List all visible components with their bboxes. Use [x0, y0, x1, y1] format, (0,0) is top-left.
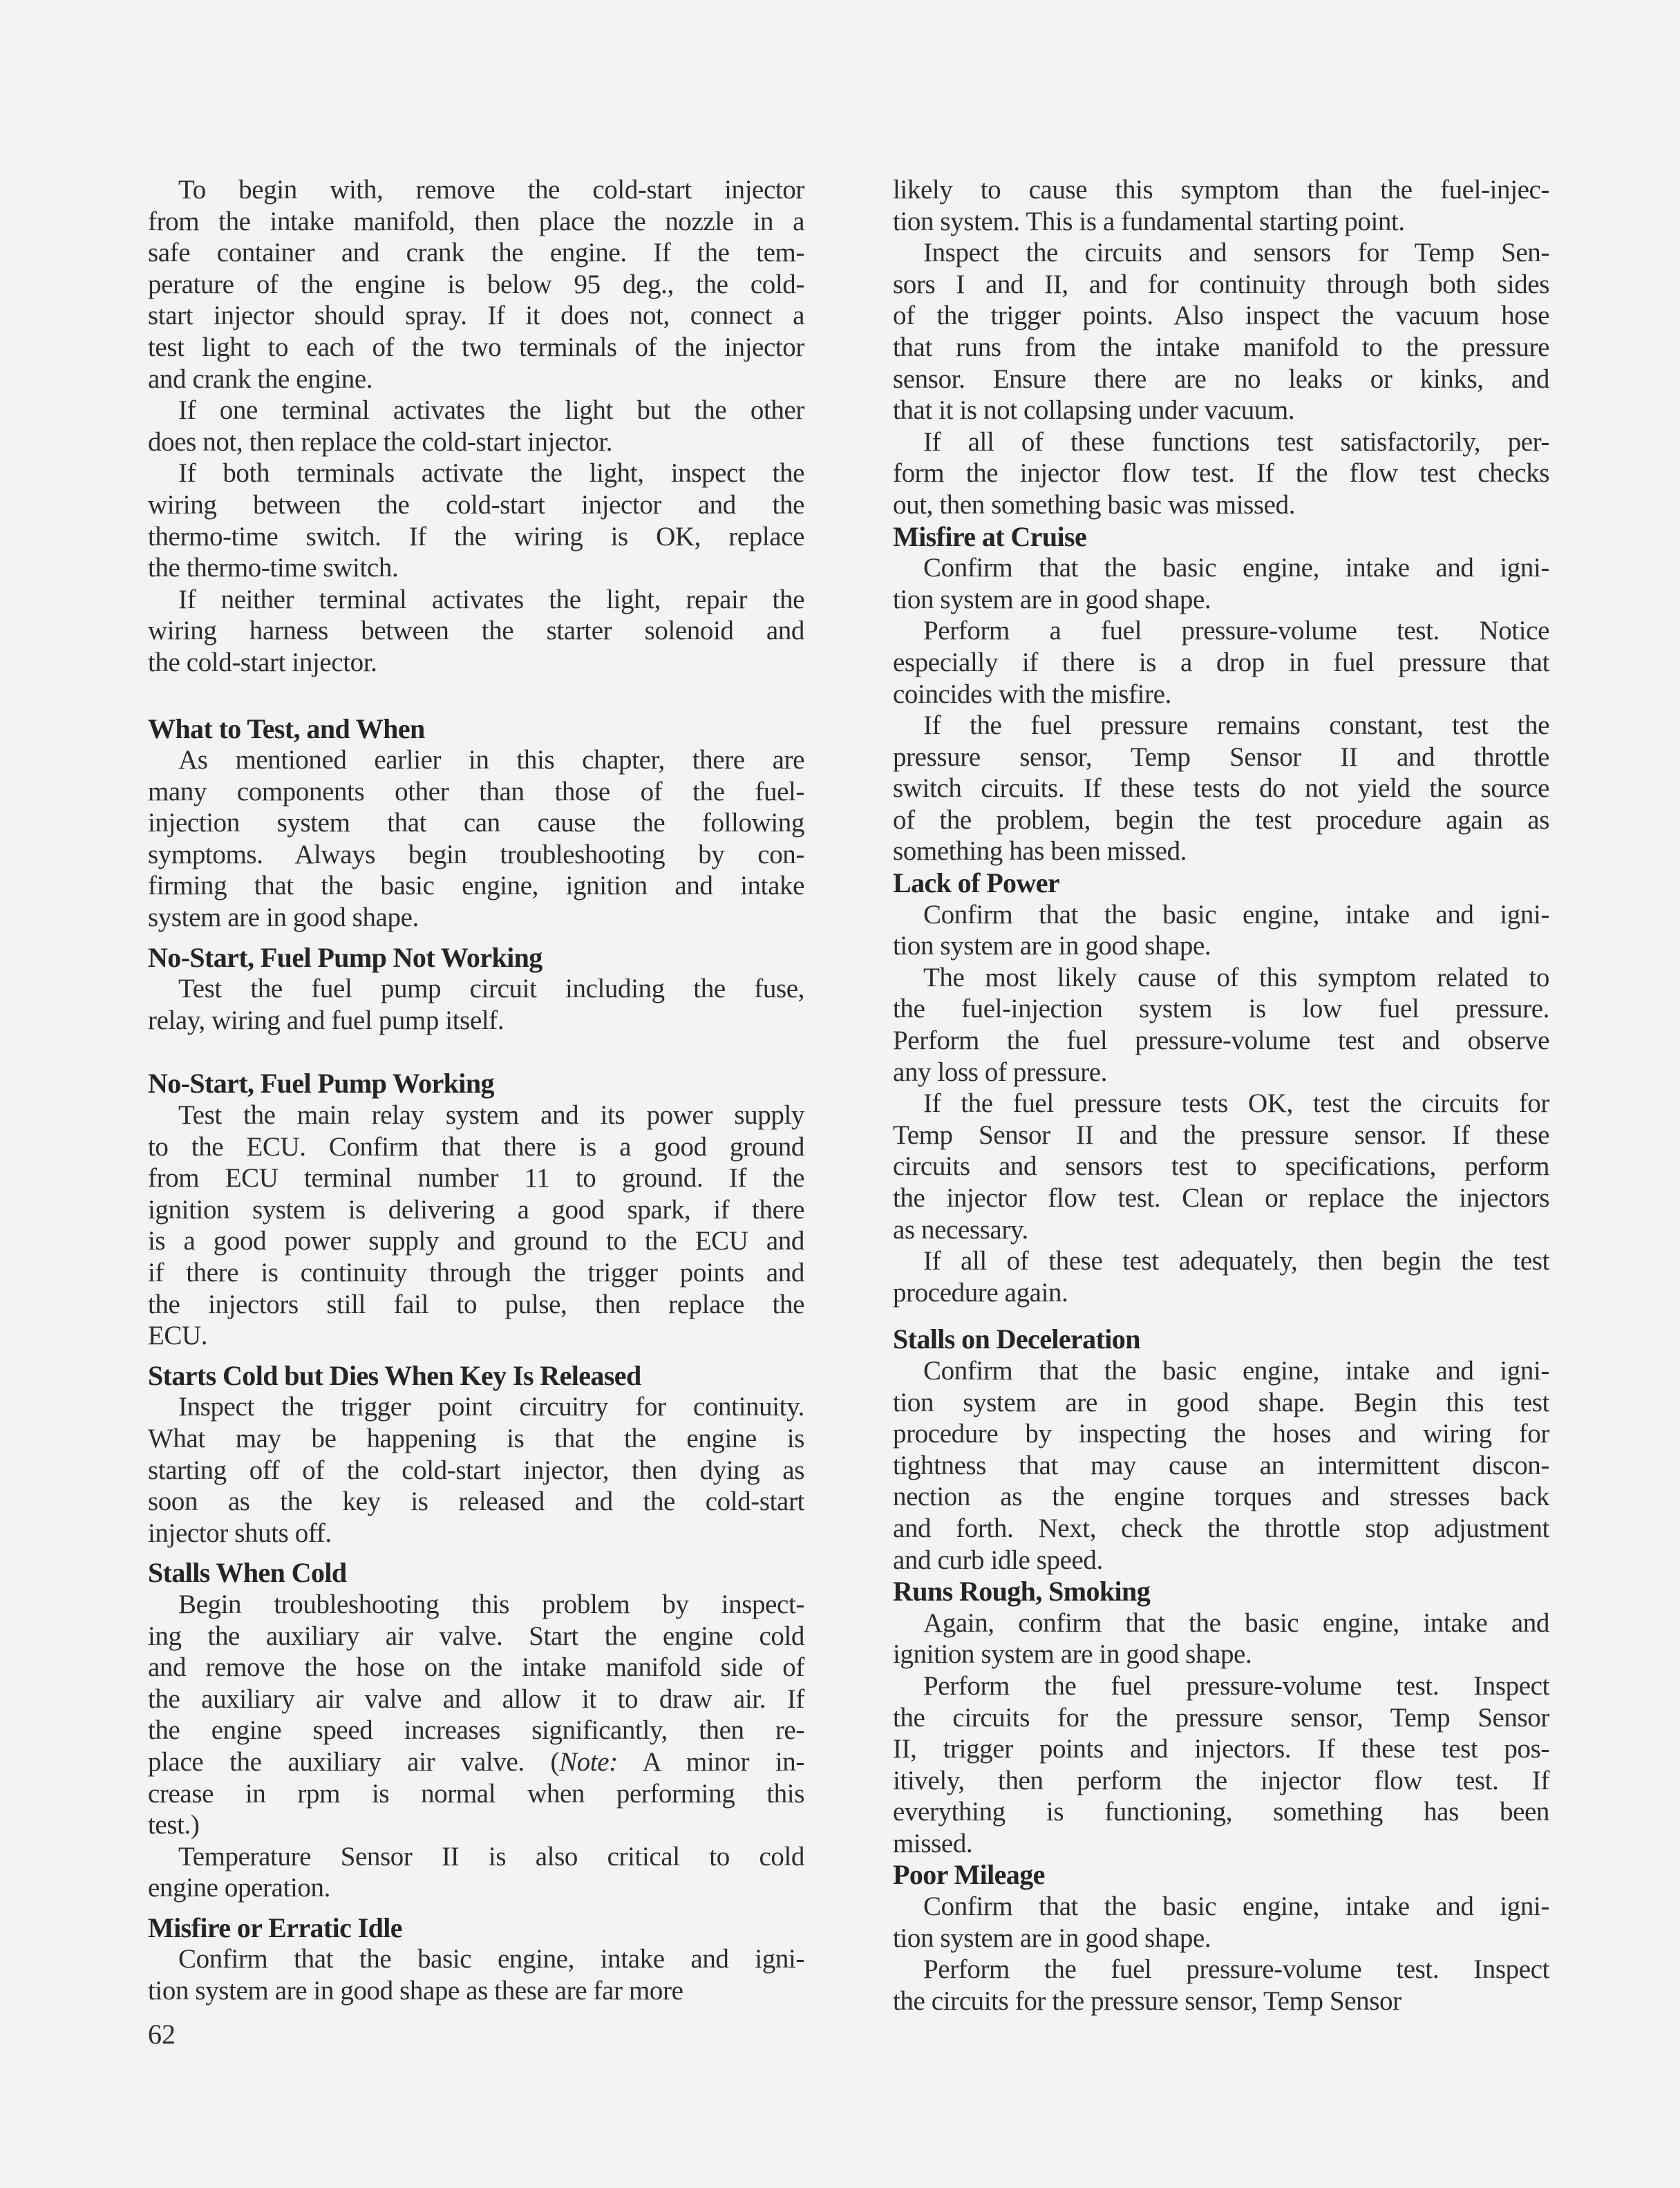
text-line: Confirm that the basic engine, intake and igni- — [923, 553, 1549, 583]
text-line: As mentioned earlier in this chapter, there are — [178, 745, 804, 775]
text-line: Confirm that the basic engine, intake and igni- — [923, 899, 1549, 930]
text-line: Perform the fuel pressure-volume test and observe — [893, 1026, 1549, 1056]
paragraph — [148, 458, 804, 583]
section-heading: Misfire or Erratic Idle — [148, 1912, 402, 1943]
text-line: relay, wiring and fuel pump itself. — [148, 1005, 504, 1035]
text-line: as necessary. — [893, 1214, 1028, 1245]
paragraph — [893, 710, 1549, 867]
text-line: if there is continuity through the trigger points and — [148, 1258, 804, 1288]
paragraph — [148, 1391, 804, 1549]
text-line: What may be happening is that the engine is — [148, 1423, 804, 1453]
paragraph — [893, 426, 1549, 521]
text-line: test light to each of the two terminals of the injector — [148, 332, 804, 362]
text-line: tion system are in good shape. — [893, 584, 1211, 614]
text-line: engine operation. — [148, 1873, 330, 1903]
paragraph — [893, 962, 1549, 1088]
section-starts-cold-but-dies-when-key-is-released — [148, 1360, 804, 1549]
paragraph — [893, 1607, 1549, 1670]
text-line: Test the main relay system and its power supply — [178, 1100, 804, 1131]
text-line: pressure sensor, Temp Sensor II and throttle — [893, 742, 1549, 772]
text-line: If both terminals activate the light, inspect the — [178, 458, 804, 489]
text-line: likely to cause this symptom than the fuel-injec- — [893, 175, 1549, 205]
text-line: and forth. Next, check the throttle stop adjustment — [893, 1513, 1549, 1543]
right-column — [893, 174, 1549, 2017]
paragraph — [893, 237, 1549, 426]
paragraph — [148, 174, 804, 395]
text-line: Inspect the trigger point circuitry for continuity. — [178, 1392, 804, 1422]
left-column — [148, 174, 804, 2007]
text-line: perature of the engine is below 95 deg., the cold- — [148, 269, 804, 299]
text-line: the circuits for the pressure sensor, Temp Sensor — [893, 1986, 1401, 2016]
paragraph — [893, 1245, 1549, 1308]
text-line: Again, confirm that the basic engine, intake and — [923, 1607, 1549, 1638]
text-line: Perform the fuel pressure-volume test. Inspect — [923, 1670, 1549, 1701]
section-lack-of-power — [893, 867, 1549, 1308]
text-line: to the ECU. Confirm that there is a good ground — [148, 1131, 804, 1162]
text-line: Begin troubleshooting this problem by inspect- — [178, 1589, 804, 1619]
text-line: the thermo-time switch. — [148, 553, 399, 583]
text-line: out, then something basic was missed. — [893, 489, 1296, 520]
text-line: circuits and sensors test to specifications, perform — [893, 1151, 1549, 1182]
text-line: the cold-start injector. — [148, 647, 377, 677]
section-heading: Poor Mileage — [893, 1859, 1045, 1891]
text-line: To begin with, remove the cold-start injector — [178, 175, 804, 205]
text-line: the circuits for the pressure sensor, Temp Sensor — [893, 1702, 1549, 1733]
text-line: the injectors still fail to pulse, then replace the — [148, 1289, 804, 1319]
text-line: the fuel-injection system is low fuel pressure. — [893, 994, 1549, 1024]
section-heading: What to Test, and When — [148, 713, 425, 744]
text-line: tion system are in good shape as these are far more — [148, 1976, 683, 2006]
text-line: The most likely cause of this symptom related to — [923, 962, 1549, 992]
text-line: injection system that can cause the following — [148, 808, 804, 838]
text-line: the auxiliary air valve and allow it to draw air. If — [148, 1684, 804, 1714]
text-line: safe container and crank the engine. If the tem- — [148, 238, 804, 268]
text-line: tion system are in good shape. Begin this test — [893, 1387, 1549, 1417]
text-line: missed. — [893, 1828, 973, 1858]
text-line: nection as the engine torques and stresses back — [893, 1482, 1549, 1512]
section-heading: Runs Rough, Smoking — [893, 1576, 1151, 1607]
text-line: If the fuel pressure tests OK, test the circuits for — [923, 1088, 1549, 1119]
text-line: Temperature Sensor II is also critical to cold — [178, 1841, 804, 1871]
paragraph — [148, 1943, 804, 2006]
text-line: many components other than those of the fuel- — [148, 776, 804, 807]
section-stalls-when-cold — [148, 1557, 804, 1904]
text-line: everything is functioning, something has been — [893, 1797, 1549, 1827]
text-line: form the injector flow test. If the flow test checks — [893, 458, 1549, 489]
text-line: soon as the key is released and the cold-start — [148, 1487, 804, 1517]
text-line: If all of these test adequately, then begin the test — [923, 1246, 1549, 1276]
section-what-to-test-and-when — [148, 713, 804, 934]
paragraph — [893, 174, 1549, 237]
paragraph — [148, 395, 804, 458]
text-line: Confirm that the basic engine, intake and igni- — [923, 1892, 1549, 1922]
text-line: Test the fuel pump circuit including the fuse, — [178, 974, 804, 1004]
section-runs-rough-smoking — [893, 1576, 1549, 1859]
paragraph — [893, 552, 1549, 615]
section-misfire-or-erratic-idle — [148, 1912, 804, 2007]
text-line: from ECU terminal number 11 to ground. If the — [148, 1163, 804, 1194]
text-line: Inspect the circuits and sensors for Temp Sen- — [923, 238, 1549, 268]
text-line: symptoms. Always begin troubleshooting by con- — [148, 839, 804, 869]
text-line: and remove the hose on the intake manifold side of — [148, 1652, 804, 1683]
text-line: Confirm that the basic engine, intake and igni- — [923, 1355, 1549, 1386]
text-line: does not, then replace the cold-start injector. — [148, 426, 613, 457]
text-line: sors I and II, and for continuity through both sides — [893, 269, 1549, 299]
section-heading: Stalls on Deceleration — [893, 1323, 1140, 1355]
text-line: procedure by inspecting the hoses and wiring for — [893, 1419, 1549, 1449]
text-line: If one terminal activates the light but the other — [178, 395, 804, 426]
text-line: especially if there is a drop in fuel pressure that — [893, 647, 1549, 677]
paragraph — [893, 1670, 1549, 1860]
paragraph — [893, 615, 1549, 710]
paragraph — [893, 1891, 1549, 1954]
text-line: wiring between the cold-start injector and the — [148, 489, 804, 520]
text-line: the injector flow test. Clean or replace the injectors — [893, 1183, 1549, 1213]
section-stalls-on-deceleration — [893, 1323, 1549, 1576]
text-line: ing the auxiliary air valve. Start the engine cold — [148, 1621, 804, 1651]
section-continued-text — [148, 174, 804, 679]
text-line: ignition system are in good shape. — [893, 1639, 1252, 1670]
page-number: 62 — [148, 2019, 176, 2050]
section-poor-mileage — [893, 1859, 1549, 2017]
paragraph — [148, 744, 804, 934]
text-line: is a good power supply and ground to the ECU and — [148, 1226, 804, 1256]
section-heading: No-Start, Fuel Pump Working — [148, 1068, 494, 1100]
section-continued-text — [893, 174, 1549, 521]
text-line: itively, then perform the injector flow test. If — [893, 1765, 1549, 1795]
text-line: from the intake manifold, then place the nozzle in a — [148, 206, 804, 236]
paragraph — [148, 1841, 804, 1904]
text-line: tion system. This is a fundamental starting point. — [893, 206, 1405, 236]
section-heading: Stalls When Cold — [148, 1557, 347, 1589]
paragraph — [148, 1589, 804, 1841]
text-line: any loss of pressure. — [893, 1057, 1108, 1087]
section-no-start-fuel-pump-working — [148, 1068, 804, 1351]
note-label: Note: — [559, 1746, 618, 1777]
text-line: wiring harness between the starter solenoid and — [148, 616, 804, 646]
text-line: and crank the engine. — [148, 364, 373, 394]
text-line: Temp Sensor II and the pressure sensor. If these — [893, 1120, 1549, 1150]
text-line: the engine speed increases significantly, then re- — [148, 1715, 804, 1746]
text-line: something has been missed. — [893, 836, 1187, 867]
text-line: Confirm that the basic engine, intake and igni- — [178, 1944, 804, 1974]
paragraph — [148, 973, 804, 1036]
text-line: crease in rpm is normal when performing this — [148, 1778, 804, 1809]
section-heading: Misfire at Cruise — [893, 520, 1087, 552]
text-line: and curb idle speed. — [893, 1545, 1103, 1575]
text-line: If neither terminal activates the light, repair the — [178, 584, 804, 614]
section-heading: Starts Cold but Dies When Key Is Released — [148, 1359, 641, 1391]
section-heading: No-Start, Fuel Pump Not Working — [148, 941, 542, 973]
text-line: starting off of the cold-start injector, then dying as — [148, 1455, 804, 1485]
text-line: ignition system is delivering a good spark, if there — [148, 1194, 804, 1225]
text-line: Perform the fuel pressure-volume test. Inspect — [923, 1954, 1549, 1985]
text-line: start injector should spray. If it does not, connect a — [148, 301, 804, 331]
text-line: sensor. Ensure there are no leaks or kinks, and — [893, 364, 1549, 394]
text-line: test.) — [148, 1810, 200, 1840]
text-line: coincides with the misfire. — [893, 679, 1171, 709]
text-line: system are in good shape. — [148, 903, 419, 933]
section-heading: Lack of Power — [893, 867, 1060, 899]
text-line: switch circuits. If these tests do not yield the source — [893, 773, 1549, 804]
text-line: tightness that may cause an intermittent discon- — [893, 1450, 1549, 1480]
text-line: of the trigger points. Also inspect the vacuum hose — [893, 301, 1549, 331]
paragraph — [893, 899, 1549, 962]
text-line: of the problem, begin the test procedure again as — [893, 804, 1549, 835]
text-line: tion system are in good shape. — [893, 931, 1211, 961]
paragraph — [893, 1355, 1549, 1576]
section-misfire-at-cruise — [893, 521, 1549, 868]
text-line: that runs from the intake manifold to the pressure — [893, 332, 1549, 362]
text-line: place the auxiliary air valve. (Note: A minor in- — [148, 1746, 804, 1777]
text-line: procedure again. — [893, 1277, 1068, 1308]
text-line: II, trigger points and injectors. If these test pos- — [893, 1734, 1549, 1764]
text-line: thermo-time switch. If the wiring is OK, replace — [148, 521, 804, 551]
text-line: ECU. — [148, 1321, 208, 1351]
text-line: injector shuts off. — [148, 1518, 332, 1548]
text-line: tion system are in good shape. — [893, 1923, 1211, 1953]
paragraph — [148, 584, 804, 679]
text-line: that it is not collapsing under vacuum. — [893, 395, 1295, 426]
paragraph — [893, 1088, 1549, 1245]
paragraph — [893, 1954, 1549, 2017]
text-line: Perform a fuel pressure-volume test. Notice — [923, 616, 1549, 646]
section-no-start-fuel-pump-not-working — [148, 942, 804, 1037]
paragraph — [148, 1100, 804, 1352]
text-line: firming that the basic engine, ignition and intake — [148, 871, 804, 901]
text-line: If the fuel pressure remains constant, test the — [923, 710, 1549, 741]
text-line: If all of these functions test satisfactorily, per- — [923, 426, 1549, 457]
